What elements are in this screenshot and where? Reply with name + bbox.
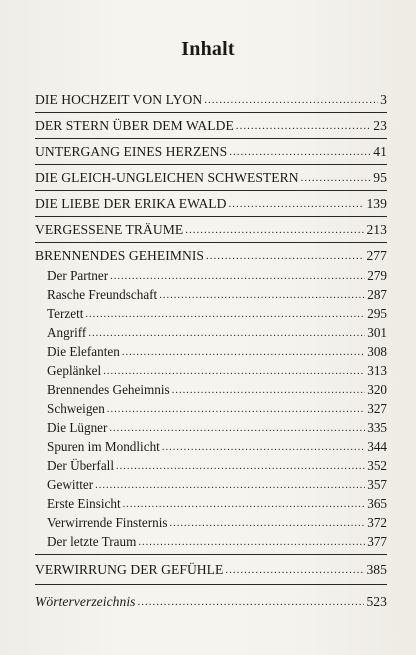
leader-dots xyxy=(159,290,365,301)
toc-entry-label: DIE HOCHZEIT VON LYON xyxy=(35,92,203,107)
toc-entry xyxy=(35,248,387,268)
toc-subentry xyxy=(47,439,387,459)
toc-entry-page: 139 xyxy=(366,196,387,211)
toc-entry xyxy=(35,562,387,582)
toc-subentry xyxy=(47,268,387,288)
toc-subentry-label: Verwirrende Finsternis xyxy=(47,515,168,530)
toc-entry-label: BRENNENDES GEHEIMNIS xyxy=(35,248,205,263)
toc-entry-page: 23 xyxy=(373,118,387,133)
toc-subentry-label: Gewitter xyxy=(47,477,94,492)
toc-subentry xyxy=(47,306,387,326)
toc-entry-page: 41 xyxy=(373,144,387,159)
divider xyxy=(35,190,387,191)
leader-dots xyxy=(122,347,365,358)
toc-subentry-label: Geplänkel xyxy=(47,363,102,378)
leader-dots xyxy=(109,423,365,434)
toc-entry-page: 95 xyxy=(373,170,387,185)
toc-subentry-page: 279 xyxy=(367,268,387,283)
page-title: Inhalt xyxy=(181,38,235,60)
leader-dots xyxy=(301,172,372,184)
toc-subentry xyxy=(47,363,387,383)
toc-subentry-page: 365 xyxy=(367,496,387,511)
toc-entry-index xyxy=(35,594,387,614)
leader-dots xyxy=(123,499,366,510)
toc-subentry-page: 327 xyxy=(367,401,387,416)
toc-subentry xyxy=(47,515,387,535)
toc-entry xyxy=(35,196,387,216)
leader-dots xyxy=(103,366,365,377)
divider xyxy=(35,164,387,165)
toc-entry-page: 277 xyxy=(366,248,387,263)
toc-subentry-label: Rasche Freundschaft xyxy=(47,287,158,302)
leader-dots xyxy=(225,564,364,576)
toc-subentry-page: 295 xyxy=(367,306,387,321)
leader-dots xyxy=(229,198,365,210)
leader-dots xyxy=(204,94,378,106)
toc-subentry-label: Schweigen xyxy=(47,401,105,416)
toc-entry-label: VERGESSENE TRÄUME xyxy=(35,222,184,237)
toc-subentry-label: Angriff xyxy=(47,325,87,340)
toc-entry xyxy=(35,118,387,138)
leader-dots xyxy=(138,596,365,608)
leader-dots xyxy=(85,309,365,320)
toc-entry-page: 385 xyxy=(366,562,387,577)
toc-subentry xyxy=(47,534,387,554)
toc-subentry xyxy=(47,325,387,345)
toc-entry-page: 523 xyxy=(366,594,387,609)
toc-subentry-label: Erste Einsicht xyxy=(47,496,121,511)
toc-entry-label: Wörterverzeichnis xyxy=(35,594,136,609)
toc-subentry-label: Brennendes Geheimnis xyxy=(47,382,170,397)
toc-subentry-label: Der Überfall xyxy=(47,458,114,473)
divider xyxy=(35,216,387,217)
toc-subentry xyxy=(47,420,387,440)
toc-subentry-page: 320 xyxy=(367,382,387,397)
toc-entry-label: DER STERN ÜBER DEM WALDE xyxy=(35,118,234,133)
leader-dots xyxy=(107,404,365,415)
toc-entry-label: DIE LIEBE DER ERIKA EWALD xyxy=(35,196,227,211)
divider xyxy=(35,554,387,555)
toc-subentry xyxy=(47,477,387,497)
toc-subentry-label: Die Elefanten xyxy=(47,344,120,359)
toc-entry-page: 213 xyxy=(366,222,387,237)
leader-dots xyxy=(236,120,371,132)
leader-dots xyxy=(88,328,365,339)
leader-dots xyxy=(206,250,364,262)
toc-entry-label: VERWIRRUNG DER GEFÜHLE xyxy=(35,562,224,577)
toc-subentry-label: Die Lügner xyxy=(47,420,108,435)
leader-dots xyxy=(172,385,366,396)
leader-dots xyxy=(95,480,365,491)
toc-subentry-label: Der Partner xyxy=(47,268,109,283)
toc-subentry-page: 377 xyxy=(367,534,387,549)
leader-dots xyxy=(229,146,371,158)
toc-subentry-label: Der letzte Traum xyxy=(47,534,137,549)
toc-subentry-page: 352 xyxy=(367,458,387,473)
toc-subentry-label: Spuren im Mondlicht xyxy=(47,439,160,454)
toc-subentry-label: Terzett xyxy=(47,306,84,321)
toc-subentry xyxy=(47,458,387,478)
toc-entry-page: 3 xyxy=(380,92,387,107)
leader-dots xyxy=(138,537,365,548)
toc-entry xyxy=(35,144,387,164)
divider xyxy=(35,112,387,113)
leader-dots xyxy=(116,461,365,472)
divider xyxy=(35,138,387,139)
toc-subentry-page: 344 xyxy=(367,439,387,454)
toc-subentry xyxy=(47,344,387,364)
toc-subentry xyxy=(47,496,387,516)
toc-entry xyxy=(35,92,387,112)
toc-subentry xyxy=(47,401,387,421)
toc-subentry-page: 372 xyxy=(367,515,387,530)
toc-subentry-page: 313 xyxy=(367,363,387,378)
toc-entry xyxy=(35,170,387,190)
toc-entry-label: DIE GLEICH-UNGLEICHEN SCHWESTERN xyxy=(35,170,299,185)
divider xyxy=(35,242,387,243)
leader-dots xyxy=(110,271,365,282)
toc-subentry xyxy=(47,382,387,402)
toc-subentry-page: 301 xyxy=(367,325,387,340)
leader-dots xyxy=(162,442,365,453)
leader-dots xyxy=(170,518,366,529)
divider xyxy=(35,584,387,585)
toc-subentry-page: 308 xyxy=(367,344,387,359)
leader-dots xyxy=(185,224,364,236)
toc-entry-label: UNTERGANG EINES HERZENS xyxy=(35,144,228,159)
toc-subentry-page: 357 xyxy=(367,477,387,492)
toc-subentry-page: 287 xyxy=(367,287,387,302)
toc-subentry xyxy=(47,287,387,307)
toc-entry xyxy=(35,222,387,242)
toc-subentry-page: 335 xyxy=(367,420,387,435)
